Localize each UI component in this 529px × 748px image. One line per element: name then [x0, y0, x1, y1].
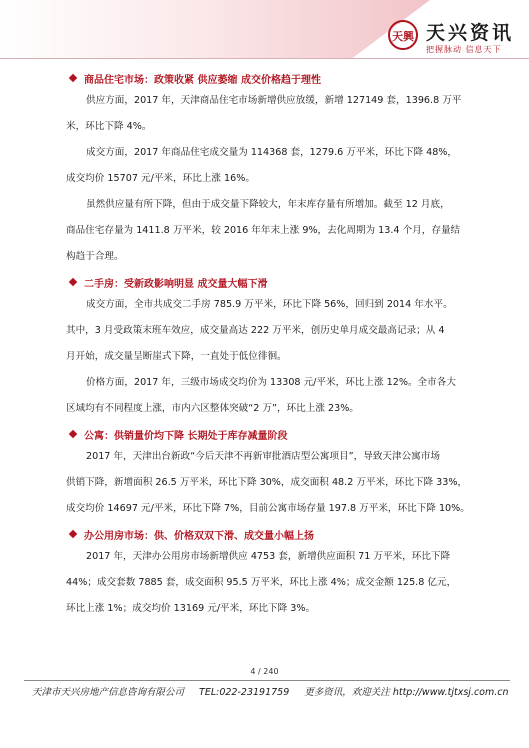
logo-slogan: 把握脉动 信息天下 [426, 45, 502, 54]
paragraph-line: 供销下降，新增面积 26.5 万平米，环比下降 30%，成交面积 48.2 万平米，环比下降 33%， [66, 477, 468, 488]
paragraph-line: 区域均有不同程度上涨，市内六区整体突破“2 万”，环比上涨 23%。 [66, 403, 359, 414]
paragraph-line: 环比上涨 1%；成交均价 13169 元/平米，环比下降 3%。 [66, 603, 316, 614]
footer-divider [24, 680, 510, 681]
page-header [0, 0, 529, 66]
section-heading [66, 272, 482, 292]
page-number: 4 / 240 [250, 667, 279, 676]
paragraph-line: 成交方面，2017 年商品住宅成交量为 114368 套，1279.6 万平米，环比下降 48%， [86, 147, 458, 158]
header-band [0, 0, 430, 58]
paragraph-line: 成交均价 15707 元/平米，环比上涨 16%。 [66, 173, 255, 184]
company-logo [388, 20, 518, 60]
section-title: 二手房：受新政影响明显 成交量大幅下滑 [84, 278, 268, 290]
diamond-bullet-icon [69, 430, 77, 438]
paragraph-line: 2017 年，天津办公用房市场新增供应 4753 套，新增供应面积 71 万平米，环比下降 [86, 551, 451, 562]
paragraph-line: 成交方面，全市共成交二手房 785.9 万平米，环比下降 56%，回归到 2014 年水平。 [86, 299, 453, 310]
logo-seal-icon: 天興 [388, 20, 418, 50]
paragraph [66, 292, 482, 370]
paragraph [66, 140, 482, 192]
section-heading [66, 424, 482, 444]
footer-company: 天津市天兴房地产信息咨询有限公司 [32, 687, 185, 698]
paragraph-line: 米，环比下降 4%。 [66, 121, 152, 132]
paragraph-line: 商品住宅存量为 1411.8 万平米，较 2016 年年末上涨 9%，去化周期为 13.4 个月，存量结 [66, 225, 461, 236]
paragraph [66, 192, 482, 270]
section-title: 商品住宅市场：政策收紧 供应萎缩 成交价格趋于理性 [84, 74, 321, 86]
paragraph [66, 88, 482, 140]
paragraph-line: 44%；成交套数 7885 套，成交面积 95.5 万平米，环比上涨 4%；成交金额 125.8 亿元， [66, 577, 457, 588]
diamond-bullet-icon [69, 530, 77, 538]
paragraph-line: 2017 年，天津出台新政“今后天津不再新审批酒店型公寓项目”，导致天津公寓市场 [86, 451, 440, 462]
report-body [66, 66, 482, 622]
paragraph-line: 价格方面，2017 年，三级市场成交均价为 13308 元/平米，环比上涨 12%。全市各大 [86, 377, 456, 388]
paragraph-line: 其中，3 月受政策末班车效应，成交量高达 222 万平米，创历史单月成交最高记录；从 4 [66, 325, 445, 336]
paragraph-line: 构趋于合理。 [66, 251, 124, 262]
footer-tel: TEL:022-23191759 [199, 687, 290, 698]
paragraph-line: 供应方面，2017 年，天津商品住宅市场新增供应放缓，新增 127149 套，1396.8 万平 [86, 95, 462, 106]
paragraph-line: 月开始，成交量呈断崖式下降，一直处于低位徘徊。 [66, 351, 287, 362]
diamond-bullet-icon [69, 278, 77, 286]
paragraph [66, 544, 482, 622]
paragraph [66, 444, 482, 522]
section-title: 公寓：供销量价均下降 长期处于库存减量阶段 [84, 430, 288, 442]
diamond-bullet-icon [69, 74, 77, 82]
section-heading [66, 68, 482, 88]
paragraph-line: 虽然供应量有所下降，但由于成交量下降较大，年末库存量有所增加。截至 12 月底， [86, 199, 450, 210]
paragraph [66, 370, 482, 422]
paragraph-line: 成交均价 14697 元/平米，环比下降 7%，目前公寓市场存量 197.8 万平米，环比下降 10%。 [66, 503, 470, 514]
section-heading [66, 524, 482, 544]
footer-website-link[interactable]: 更多资讯，欢迎关注 http://www.tjtxsj.com.cn [304, 687, 509, 698]
logo-name: 天兴资讯 [426, 22, 515, 44]
page-footer [32, 684, 521, 698]
section-title: 办公用房市场：供、价格双双下滑、成交量小幅上扬 [84, 530, 314, 542]
